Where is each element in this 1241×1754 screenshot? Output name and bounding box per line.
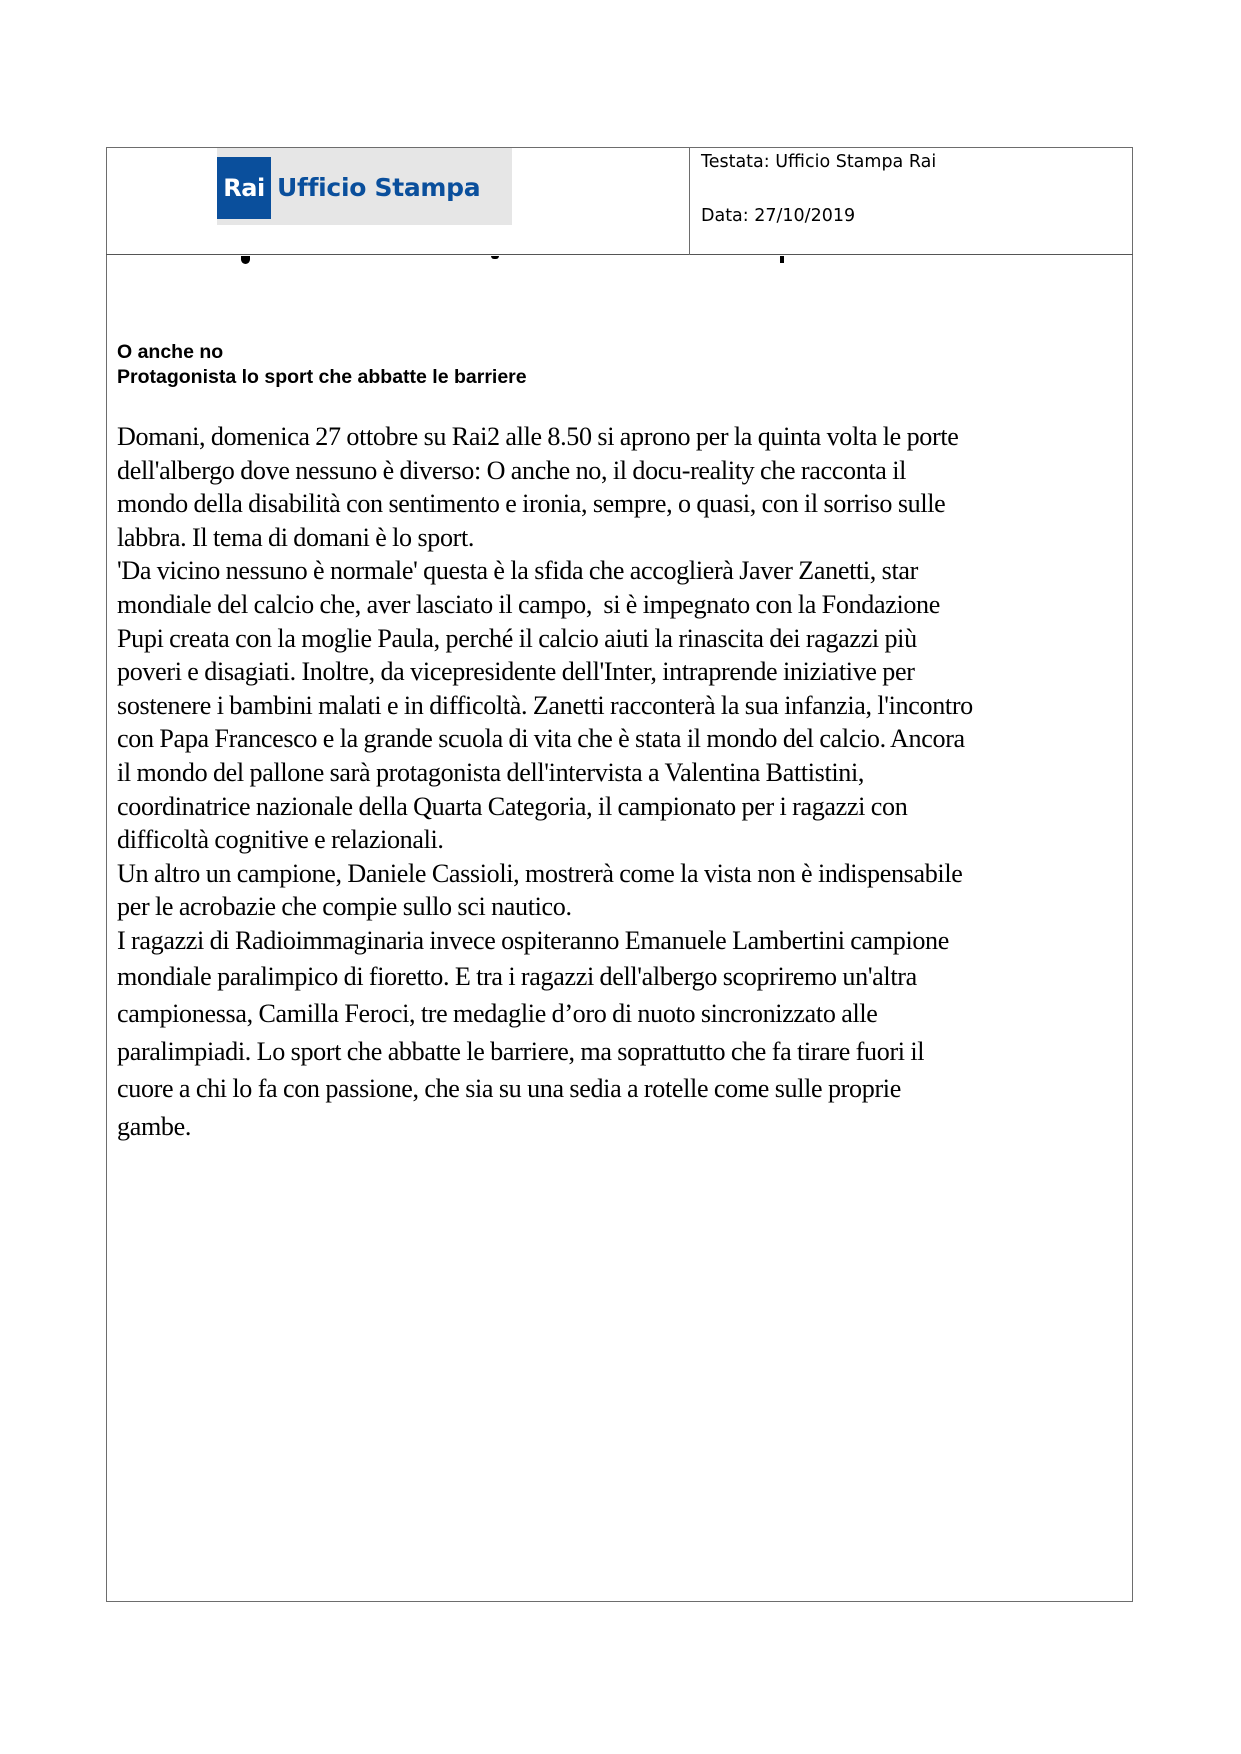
article-body xyxy=(117,420,1112,1145)
body-line: con Papa Francesco e la grande scuola di vita che è stata il mondo del calcio. Ancora xyxy=(117,723,965,754)
body-line: mondo della disabilità con sentimento e ironia, sempre, o quasi, con il sorriso sulle xyxy=(117,488,946,519)
body-line: dell'albergo dove nessuno è diverso: O anche no, il docu-reality che racconta il xyxy=(117,454,907,485)
ufficio-stampa-logo-text: Ufficio Stampa xyxy=(277,173,481,202)
body-line: I ragazzi di Radioimmaginaria invece ospiteranno Emanuele Lambertini campione xyxy=(117,924,950,955)
rai-ufficio-stampa-logo xyxy=(217,148,512,225)
body-line: per le acrobazie che compie sullo sci nautico. xyxy=(117,891,572,922)
body-line: mondiale del calcio che, aver lasciato il campo, si è impegnato con la Fondazione xyxy=(117,588,941,619)
date-label: Data: 27/10/2019 xyxy=(701,206,856,226)
body-line: labbra. Il tema di domani è lo sport. xyxy=(117,521,475,552)
body-line: coordinatrice nazionale della Quarta Categoria, il campionato per i ragazzi con xyxy=(117,790,908,821)
body-line: 'Da vicino nessuno è normale' questa è la sfida che accoglierà Javer Zanetti, star xyxy=(117,555,918,586)
body-line: gambe. xyxy=(117,1110,192,1141)
body-line: poveri e disagiati. Inoltre, da vicepresidente dell'Inter, intraprende iniziative per xyxy=(117,656,915,687)
article-title: O anche no xyxy=(117,341,224,363)
body-line: paralimpiadi. Lo sport che abbatte le barriere, ma soprattutto che fa tirare fuori il xyxy=(117,1035,925,1066)
body-line: Un altro un campione, Daniele Cassioli, mostrerà come la vista non è indispensabile xyxy=(117,857,963,888)
body-line: Pupi creata con la moglie Paula, perché il calcio aiuti la rinascita dei ragazzi più xyxy=(117,622,917,653)
article-subtitle: Protagonista lo sport che abbatte le barriere xyxy=(117,366,527,388)
body-line: mondiale paralimpico di fioretto. E tra i ragazzi dell'albergo scopriremo un'altra xyxy=(117,960,917,991)
body-line: cuore a chi lo fa con passione, che sia su una sedia a rotelle come sulle proprie xyxy=(117,1073,901,1103)
body-line: difficoltà cognitive e relazionali. xyxy=(117,824,444,855)
rai-logo-badge: Rai xyxy=(217,157,271,219)
body-line: Domani, domenica 27 ottobre su Rai2 alle 8.50 si aprono per la quinta volta le porte xyxy=(117,421,959,451)
body-line: il mondo del pallone sarà protagonista dell'intervista a Valentina Battistini, xyxy=(117,756,865,787)
header-divider xyxy=(689,147,690,255)
body-line: campionessa, Camilla Feroci, tre medaglie d’oro di nuoto sincronizzato alle xyxy=(117,998,878,1028)
testata-label: Testata: Ufficio Stampa Rai xyxy=(701,152,937,172)
body-line: sostenere i bambini malati e in difficoltà. Zanetti racconterà la sua infanzia, l'incontro xyxy=(117,689,973,720)
clipped-glyph-fragment xyxy=(780,256,784,263)
